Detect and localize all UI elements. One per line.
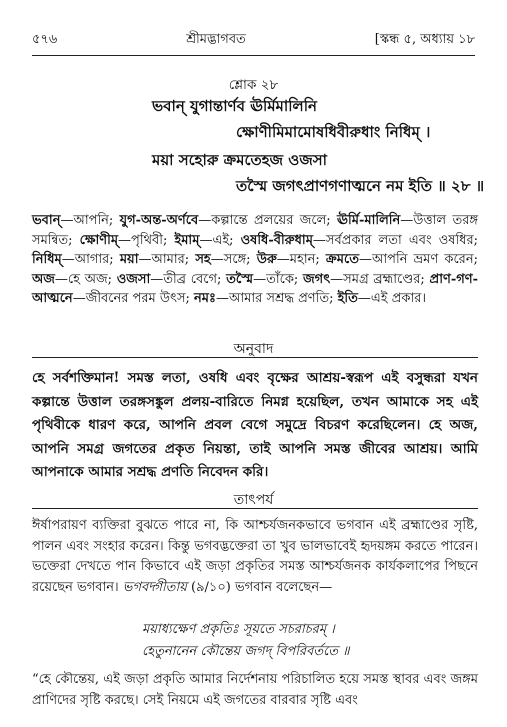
synonym-term: নিধিম্ <box>32 252 62 268</box>
verse-line-2: ক্ষোণীমিমামোষধিবীরুধাং নিধিম্ । <box>236 123 431 141</box>
synonym-meaning: —জীবনের পরম উৎস; <box>72 291 195 307</box>
synonym-term: যুগ-অন্ত-অর্ণবে <box>119 213 199 228</box>
book-title: শ্রীমদ্ভাগবত <box>186 32 246 47</box>
synonym-term: ওজসা <box>116 271 151 287</box>
verse-line-3: ময়া সহোরু ক্রমতেহজ ওজসা <box>152 151 328 169</box>
synonym-term: সহ <box>195 252 211 268</box>
purport-text-continued: (৯/১০) ভগবান বলেছেন— <box>186 579 333 595</box>
quote-verse-line-1: ময়াধ্যক্ষেণ প্রকৃতিঃ সূয়তে সচরাচরম্ । <box>142 622 335 637</box>
synonym-term: ভবান্ <box>32 213 61 228</box>
synonym-term: তস্মৈ <box>226 271 254 287</box>
synonym-term: উরু <box>256 252 277 268</box>
purport-paragraph <box>32 516 478 598</box>
synonym-meaning: —হে অজ; <box>54 271 117 287</box>
synonym-meaning: —পৃথিবী; <box>118 232 175 248</box>
synonym-term: ময়া <box>119 252 139 268</box>
synonym-meaning: —এই; <box>199 232 241 248</box>
purport-text: ঈর্ষাপরায়ণ ব্যক্তিরা বুঝতে পারে না, কি আশ্চর্যজনকভাবে ভগবান এই ব্রহ্মাণ্ডের সৃষ্টি, পালন এবং সংহার করেন। কিন্তু ভগবদ্ভক্তেরা তা খুব ভালভাবেই হৃদয়ঙ্গম করতে পারেন। ভক্তেরা দেখতে পান কিভাবে এই জড়া প্রকৃতির সমস্ত আশ্চর্যজনক কার্যকলাপের পিছনে রয়েছেন ভগবান। <box>32 518 478 595</box>
synonym-term: ওষধি-বীরুধাম্ <box>240 232 313 248</box>
synonym-term: ইমাম্ <box>174 232 200 248</box>
synonym-meaning: —কল্পান্তে প্রলয়ের জলে; <box>198 213 337 228</box>
synonym-meaning: —সঙ্গে; <box>210 252 257 268</box>
synonym-meaning: —আগার; <box>61 252 120 268</box>
synonym-term: নমঃ <box>194 291 216 307</box>
translation-text: হে সর্বশক্তিমান! সমস্ত লতা, ওষধি এবং বৃক্ষের আশ্রয়-স্বরূপ এই বসুন্ধরা যখন কল্পান্তে উত্তাল তরঙ্গসঙ্কুল প্রলয়-বারিতে নিমগ্ন হয়েছিল, তখন আমাকে সহ এই পৃথিবীকে ধারণ করে, আপনি প্রবল বেগে সমুদ্রে বিচরণ করেছিলেন। হে অজ, আপনি সমগ্র জগতের প্রকৃত নিয়ন্তা, তাই আপনি সমস্ত জীবের আশ্রয়। আমি আপনাকে আমার সশ্রদ্ধ প্রণতি নিবেদন করি। <box>32 370 478 480</box>
synonym-term: অজ <box>32 271 55 287</box>
synonym-term: ক্রমতে <box>325 252 359 268</box>
synonym-meaning: —সমগ্র ব্রহ্মাণ্ডের; <box>330 271 430 287</box>
quote-translation: “হে কৌন্তেয়, এই জড়া প্রকৃতি আমার নির্দেশনায় পরিচালিত হয়ে সমস্ত স্থাবর এবং জঙ্গম প্রাণিদের সৃষ্টি করছে। সেই নিয়মে এই জগতের বারবার সৃষ্টি এবং <box>32 672 478 708</box>
purport-divider <box>32 508 478 509</box>
synonym-term: ইতি <box>337 291 358 307</box>
synonym-meaning: —সর্বপ্রকার লতা এবং ওষধির; <box>312 232 478 248</box>
page-header <box>32 30 475 56</box>
synonym-meaning: —আপনি; <box>60 213 120 228</box>
synonym-meaning: —উত্তাল তরঙ্গ সমন্বিত; <box>32 213 478 248</box>
verse-line-4: তস্মৈ জগৎপ্রাণগণাত্মনে নম ইতি ॥ ২৮ ॥ <box>236 177 485 195</box>
page-number: ৫৭৬ <box>32 32 58 47</box>
synonym-meaning: —আমার সশ্রদ্ধ প্রণতি; <box>215 291 338 307</box>
verse-line-1: ভবান্ যুগান্তার্ণব ঊর্মিমালিনি <box>152 97 317 115</box>
synonym-term: জগৎ <box>303 271 331 287</box>
synonym-meaning: —তাঁকে; <box>253 271 304 287</box>
translation-divider <box>32 357 478 358</box>
quote-verse-line-2: হেতুনানেন কৌন্তেয় জগদ্ বিপরিবর্ততে ॥ <box>142 644 350 659</box>
synonym-term: ঊর্মি-মালিনি <box>336 213 401 228</box>
synonym-meaning: —আপনি ভ্রমণ করেন; <box>358 252 478 268</box>
section-reference: [স্কন্ধ ৫, অধ্যায় ১৮ <box>374 32 475 47</box>
synonym-meaning: —আমার; <box>138 252 196 268</box>
translation-heading: অনুবাদ <box>233 341 274 357</box>
purport-heading: তাৎপর্য <box>233 492 274 508</box>
synonym-term: ক্ষোণীম্ <box>79 232 119 248</box>
synonym-meaning: —তীব্র বেগে; <box>150 271 227 287</box>
synonym-meaning: —মহান; <box>276 252 326 268</box>
gita-reference: ভগবদ্গীতায় <box>122 579 187 595</box>
synonym-meaning: —এই প্রকার। <box>357 291 427 307</box>
shloka-label: শ্লোক ২৮ <box>228 77 279 93</box>
synonym-term: প্রাণ-গণ-আত্মনে <box>32 271 479 307</box>
word-for-word-synonyms <box>32 211 478 309</box>
